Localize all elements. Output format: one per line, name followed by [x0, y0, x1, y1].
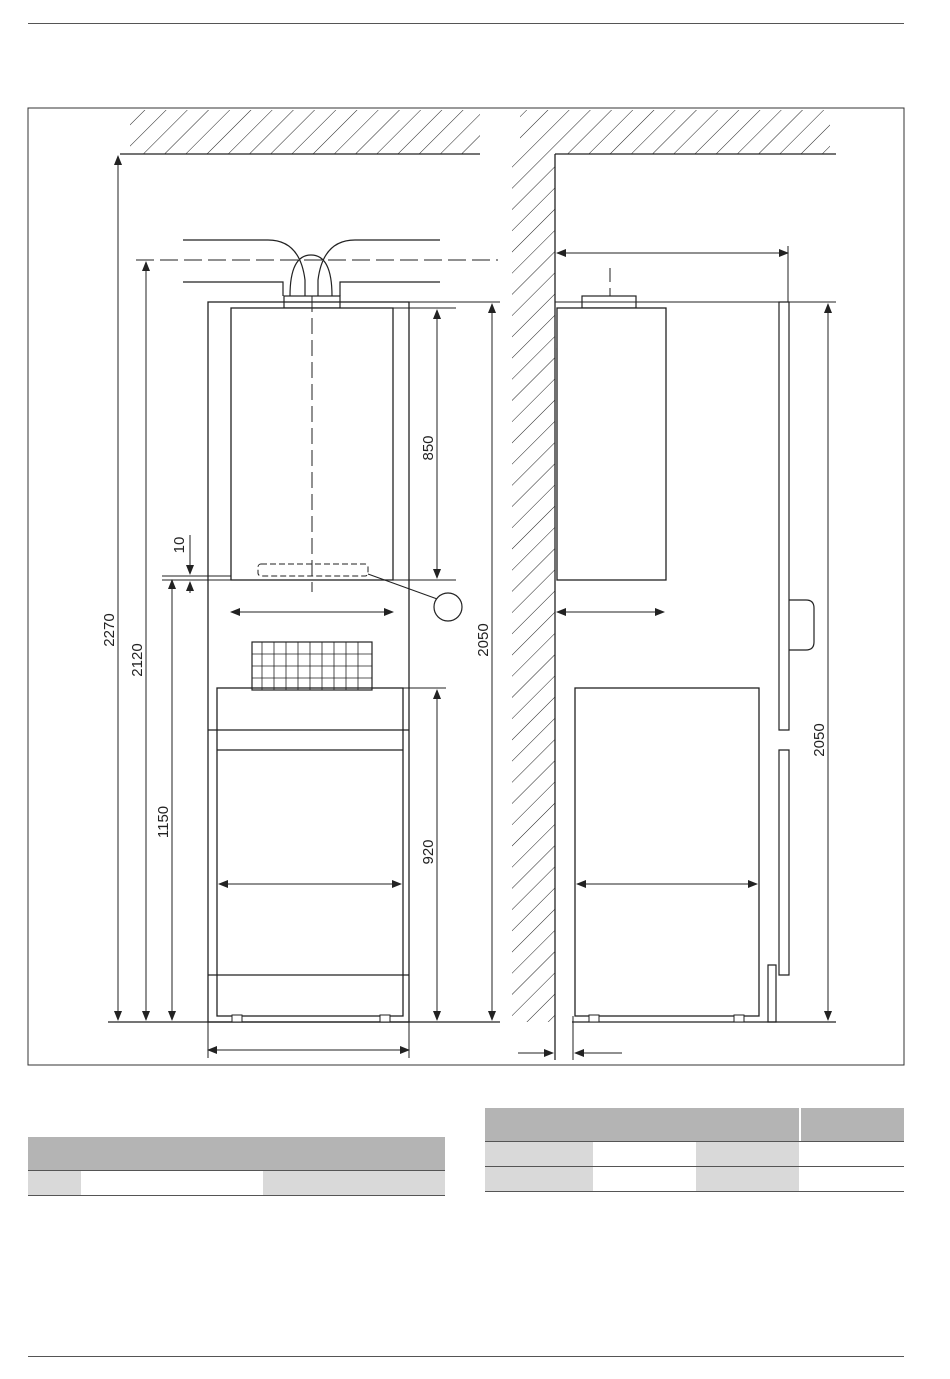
table-cell — [799, 1167, 904, 1191]
table-cell — [593, 1142, 696, 1166]
table-right-header — [485, 1108, 904, 1141]
label-1150: 1150 — [155, 805, 172, 839]
flue-pipes — [183, 240, 440, 296]
table-left-header — [28, 1137, 445, 1170]
ceiling-left — [120, 110, 480, 154]
label-2050-side: 2050 — [811, 723, 828, 757]
wall-hatching — [512, 154, 555, 1060]
table-cell — [696, 1167, 799, 1191]
table-right-header-cell — [799, 1108, 904, 1141]
label-850: 850 — [420, 435, 437, 461]
label-2050-front: 2050 — [475, 623, 492, 657]
label-2270: 2270 — [101, 613, 118, 647]
cylinder-front — [208, 688, 409, 1016]
table-left-header-cell — [28, 1137, 445, 1170]
bottom-rule — [28, 1356, 904, 1357]
label-920: 920 — [420, 839, 437, 865]
table-cell — [263, 1171, 445, 1195]
table-right — [485, 1108, 904, 1192]
cylinder-side — [575, 688, 759, 1016]
table-row — [485, 1166, 904, 1191]
table-cell — [799, 1142, 904, 1166]
side-panel — [768, 302, 814, 1022]
label-10: 10 — [171, 536, 188, 554]
table-cell — [81, 1171, 263, 1195]
ventilation-grille — [252, 642, 372, 690]
table-row — [28, 1170, 445, 1195]
table-cell — [485, 1142, 593, 1166]
ceiling-right — [520, 110, 836, 154]
table-left — [28, 1137, 445, 1196]
table-cell — [485, 1167, 593, 1191]
boiler-side — [557, 308, 666, 580]
table-cell — [696, 1142, 799, 1166]
label-2120: 2120 — [129, 643, 146, 677]
drawing-frame — [28, 108, 904, 1065]
table-cell — [28, 1171, 81, 1195]
table-cell — [593, 1167, 696, 1191]
table-right-header-cell — [485, 1108, 799, 1141]
table-row — [485, 1141, 904, 1166]
callout-circle — [434, 593, 462, 621]
